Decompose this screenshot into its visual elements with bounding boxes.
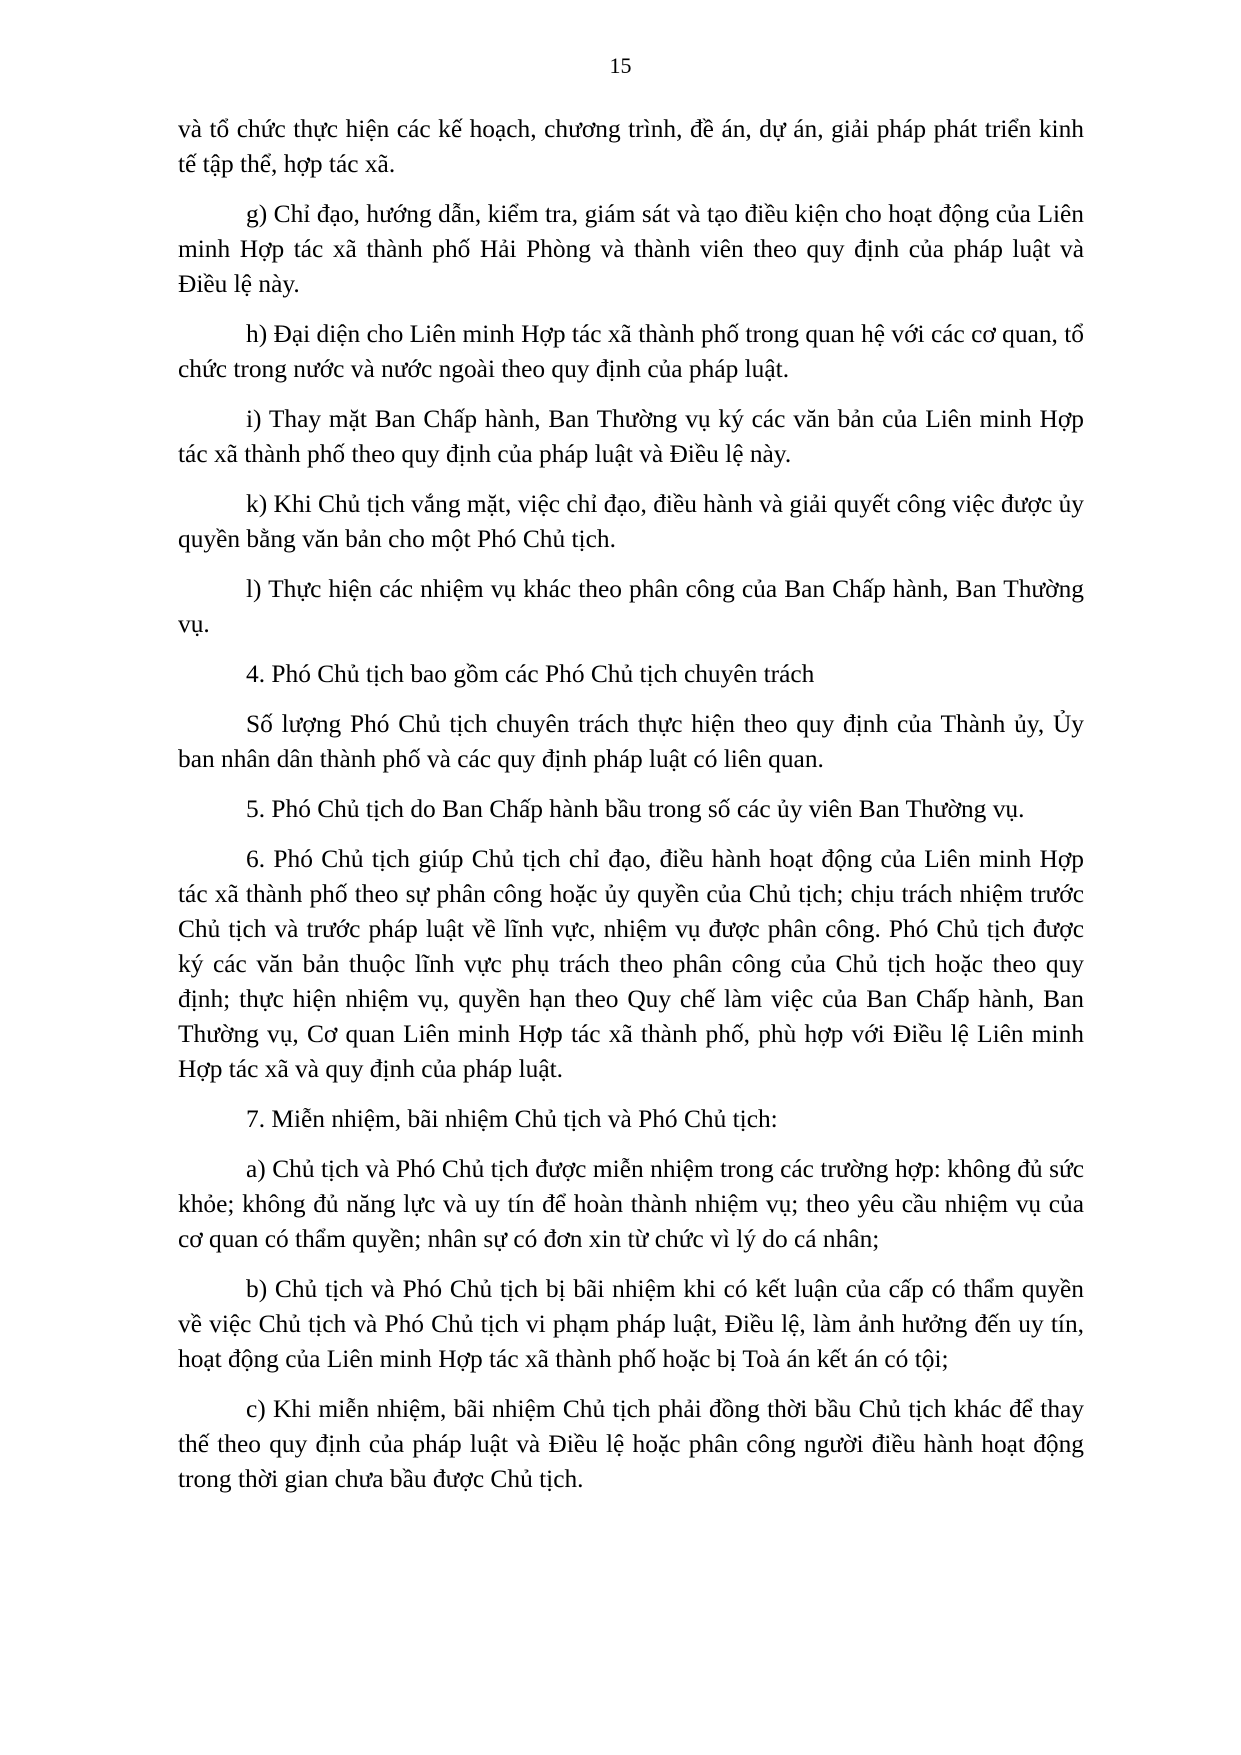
paragraph-item-h: h) Đại diện cho Liên minh Hợp tác xã thành phố trong quan hệ với các cơ quan, tổ chức trong nước và nước ngoài theo quy định của pháp luật. <box>178 320 1084 383</box>
paragraph-item-l: l) Thực hiện các nhiệm vụ khác theo phân công của Ban Chấp hành, Ban Thường vụ. <box>178 575 1084 638</box>
paragraph-section-5: 5. Phó Chủ tịch do Ban Chấp hành bầu trong số các ủy viên Ban Thường vụ. <box>246 795 1025 823</box>
paragraph-item-i: i) Thay mặt Ban Chấp hành, Ban Thường vụ ký các văn bản của Liên minh Hợp tác xã thành phố theo quy định của pháp luật và Điều lệ này. <box>178 405 1084 468</box>
paragraph-section-6: 6. Phó Chủ tịch giúp Chủ tịch chỉ đạo, điều hành hoạt động của Liên minh Hợp tác xã thành phố theo sự phân công hoặc ủy quyền của Chủ tịch; chịu trách nhiệm trước Chủ tịch và trước pháp luật về lĩnh vực, nhiệm vụ được phân công. Phó Chủ tịch được ký các văn bản thuộc lĩnh vực phụ trách theo phân công của Chủ tịch hoặc theo quy định; thực hiện nhiệm vụ, quyền hạn theo Quy chế làm việc của Ban Chấp hành, Ban Thường vụ, Cơ quan Liên minh Hợp tác xã thành phố, phù hợp với Điều lệ Liên minh Hợp tác xã và quy định của pháp luật. <box>178 845 1084 1083</box>
page-number: 15 <box>609 53 632 78</box>
paragraph-continuation: và tổ chức thực hiện các kế hoạch, chương trình, đề án, dự án, giải pháp phát triển kinh tế tập thể, hợp tác xã. <box>178 115 1084 178</box>
document-body <box>178 112 1084 1512</box>
paragraph-item-7b: b) Chủ tịch và Phó Chủ tịch bị bãi nhiệm khi có kết luận của cấp có thẩm quyền về việc Chủ tịch và Phó Chủ tịch vi phạm pháp luật, Điều lệ, làm ảnh hưởng đến uy tín, hoạt động của Liên minh Hợp tác xã thành phố hoặc bị Toà án kết án có tội; <box>178 1275 1084 1373</box>
paragraph-item-k: k) Khi Chủ tịch vắng mặt, việc chỉ đạo, điều hành và giải quyết công việc được ủy quyền bằng văn bản cho một Phó Chủ tịch. <box>178 490 1084 553</box>
paragraph-section-4: 4. Phó Chủ tịch bao gồm các Phó Chủ tịch chuyên trách <box>246 660 815 688</box>
paragraph-item-7c: c) Khi miễn nhiệm, bãi nhiệm Chủ tịch phải đồng thời bầu Chủ tịch khác để thay thế theo quy định của pháp luật và Điều lệ hoặc phân công người điều hành hoạt động trong thời gian chưa bầu được Chủ tịch. <box>178 1395 1084 1493</box>
paragraph-section-7: 7. Miễn nhiệm, bãi nhiệm Chủ tịch và Phó Chủ tịch: <box>246 1105 778 1133</box>
paragraph-item-g: g) Chỉ đạo, hướng dẫn, kiểm tra, giám sát và tạo điều kiện cho hoạt động của Liên minh Hợp tác xã thành phố Hải Phòng và thành viên theo quy định của pháp luật và Điều lệ này. <box>178 200 1084 298</box>
paragraph-section-4-detail: Số lượng Phó Chủ tịch chuyên trách thực hiện theo quy định của Thành ủy, Ủy ban nhân dân thành phố và các quy định pháp luật có liên quan. <box>178 710 1084 773</box>
paragraph-item-7a: a) Chủ tịch và Phó Chủ tịch được miễn nhiệm trong các trường hợp: không đủ sức khỏe; không đủ năng lực và uy tín để hoàn thành nhiệm vụ; theo yêu cầu nhiệm vụ của cơ quan có thẩm quyền; nhân sự có đơn xin từ chức vì lý do cá nhân; <box>178 1155 1084 1253</box>
